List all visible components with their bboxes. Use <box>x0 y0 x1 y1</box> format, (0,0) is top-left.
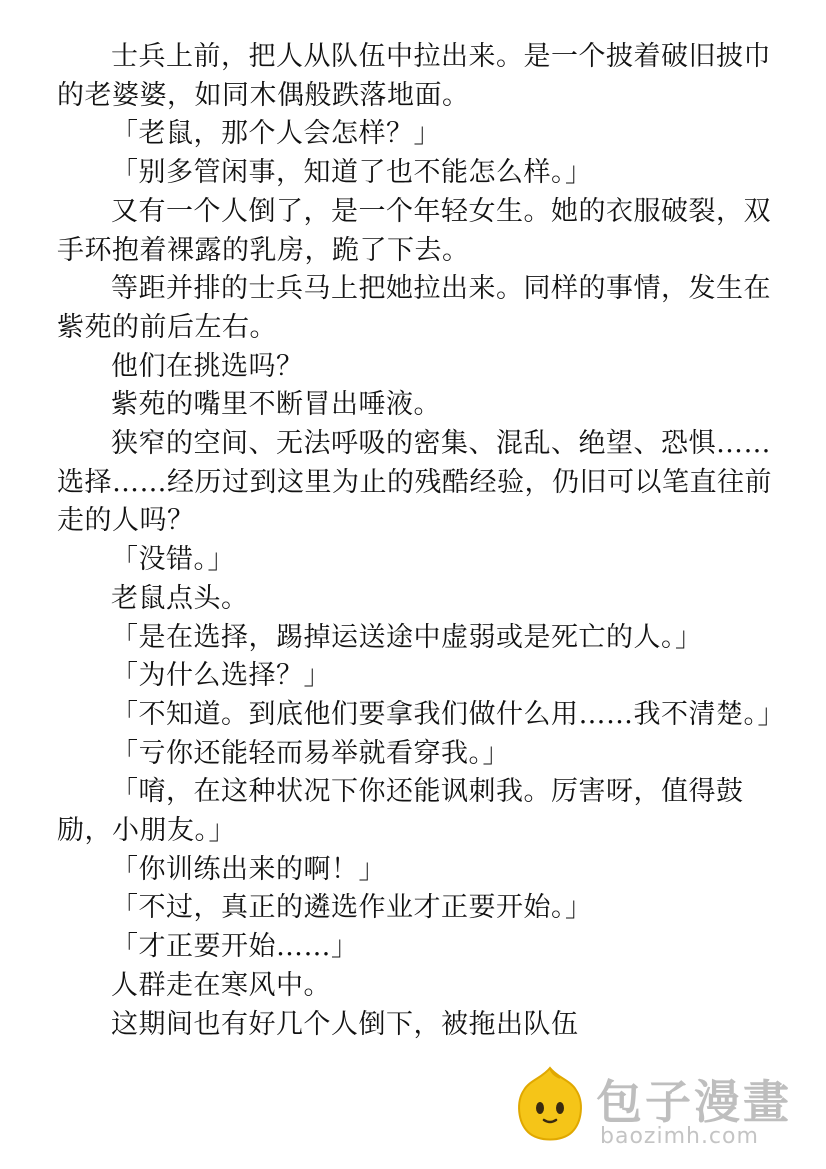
paragraph: 他们在挑选吗？ <box>111 350 304 382</box>
paragraph: 又有一个人倒了，是一个年轻女生。她的衣服破裂，双手环抱着裸露的乳房，跪了下去。 <box>57 195 771 266</box>
bun-mascot-icon <box>512 1064 588 1144</box>
paragraph: 狭窄的空间、无法呼吸的密集、混乱、绝望、恐惧……选择……经历过到这里为止的残酷经验，仍旧可以笔直往前走的人吗？ <box>57 428 772 537</box>
paragraph: 等距并排的士兵马上把她拉出来。同样的事情，发生在紫苑的前后左右。 <box>57 273 771 343</box>
paragraph: 「没错。」 <box>111 544 235 576</box>
watermark <box>512 1058 812 1158</box>
paragraph: 士兵上前，把人从队伍中拉出来。是一个披着破旧披巾的老婆婆，如同木偶般跌落地面。 <box>57 41 771 111</box>
paragraph: 「你训练出来的啊！」 <box>111 853 386 885</box>
paragraph: 「不过，真正的遴选作业才正要开始。」 <box>111 892 593 924</box>
paragraph: 人群走在寒风中。 <box>111 969 331 1001</box>
paragraph: 「是在选择，踢掉运送途中虚弱或是死亡的人。」 <box>111 621 703 653</box>
paragraph: 「别多管闲事，知道了也不能怎么样。」 <box>111 157 593 189</box>
paragraph: 「不知道。到底他们要拿我们做什么用……我不清楚。」 <box>111 698 785 730</box>
paragraph: 「才正要开始……」 <box>111 931 359 963</box>
paragraph: 老鼠点头。 <box>111 582 249 614</box>
paragraph: 「为什么选择？」 <box>111 660 331 692</box>
watermark-title: 包子漫畫 <box>596 1075 792 1129</box>
paragraph: 「亏你还能轻而易举就看穿我。」 <box>111 737 510 769</box>
body-text <box>57 38 785 1044</box>
watermark-url: baozimh.com <box>600 1124 759 1149</box>
paragraph: 「唷，在这种状况下你还能讽刺我。厉害呀，值得鼓励，小朋友。」 <box>57 776 744 847</box>
paragraph: 这期间也有好几个人倒下，被拖出队伍 <box>111 1008 579 1040</box>
paragraph: 「老鼠，那个人会怎样？」 <box>111 118 441 150</box>
paragraph: 紫苑的嘴里不断冒出唾液。 <box>111 389 441 421</box>
